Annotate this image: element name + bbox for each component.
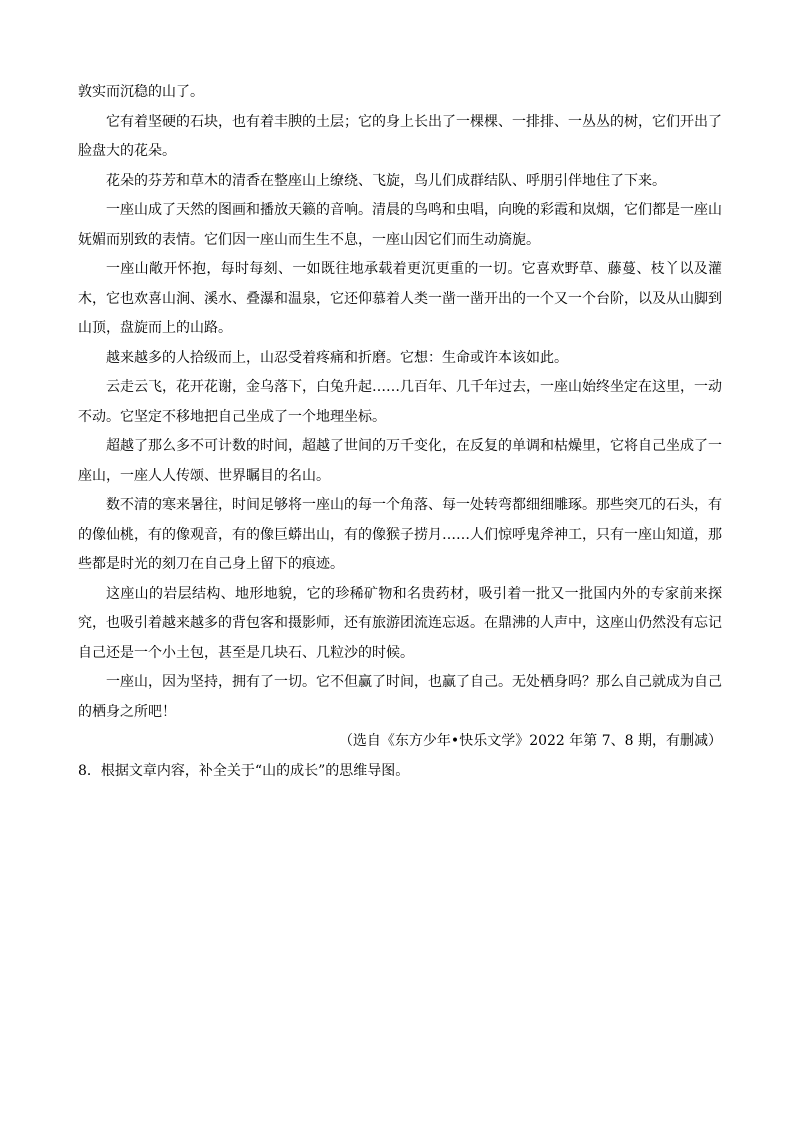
paragraph-11: 一座山，因为坚持，拥有了一切。它不但赢了时间，也赢了自己。无处栖身吗？那么自己就成为自己的栖身之所吧！ (78, 674, 722, 720)
paragraph-5: 一座山敞开怀抱，每时每刻、一如既往地承载着更沉更重的一切。它喜欢野草、藤蔓、枝丫以及灌木，它也欢喜山涧、溪水、叠瀑和温泉，它还仰慕着人类一凿一凿开出的一个又一个台阶，以及从山脚到山顶，盘旋而上的山路。 (78, 261, 722, 336)
paragraph-8: 超越了那么多不可计数的时间，超越了世间的万千变化，在反复的单调和枯燥里，它将自己坐成了一座山，一座人人传颂、世界瞩目的名山。 (78, 438, 722, 484)
paragraph-1: 敦实而沉稳的山了。 (78, 84, 204, 100)
question-8: 8．根据文章内容，补全关于“山的成长”的思维导图。 (78, 762, 410, 779)
paragraph-4: 一座山成了天然的图画和播放天籁的音响。清晨的鸟鸣和虫唱，向晚的彩霞和岚烟，它们都是一座山妩媚而别致的表情。它们因一座山而生生不息，一座山因它们而生动旖旎。 (78, 202, 722, 248)
paragraph-6: 越来越多的人拾级而上，山忍受着疼痛和折磨。它想：生命或许本该如此。 (106, 349, 568, 366)
paragraph-7: 云走云飞，花开花谢，金乌落下，白兔升起……几百年、几千年过去，一座山始终坐定在这里，一动不动。它坚定不移地把自己坐成了一个地理坐标。 (78, 379, 722, 425)
article-body (78, 78, 722, 786)
paragraph-2: 它有着坚硬的石块，也有着丰腴的土层；它的身上长出了一棵棵、一排排、一丛丛的树，它们开出了脸盘大的花朵。 (78, 113, 722, 159)
article-source: （选自《东方少年•快乐文学》2022 年第 7、8 期，有删减） (338, 733, 722, 749)
paragraph-3: 花朵的芬芳和草木的清香在整座山上缭绕、飞旋，鸟儿们成群结队、呼朋引伴地住了下来。 (106, 172, 666, 189)
paragraph-9: 数不清的寒来暑往，时间足够将一座山的每一个角落、每一处转弯都细细雕琢。那些突兀的石头，有的像仙桃，有的像观音，有的像巨蟒出山，有的像猴子捞月……人们惊呼鬼斧神工，只有一座山知道，那些都是时光的刻刀在自己身上留下的痕迹。 (78, 497, 722, 572)
paragraph-10: 这座山的岩层结构、地形地貌，它的珍稀矿物和名贵药材，吸引着一批又一批国内外的专家前来探究，也吸引着越来越多的背包客和摄影师，还有旅游团流连忘返。在鼎沸的人声中，这座山仍然没有忘记自己还是一个小土包，甚至是几块石、几粒沙的时候。 (78, 585, 722, 661)
